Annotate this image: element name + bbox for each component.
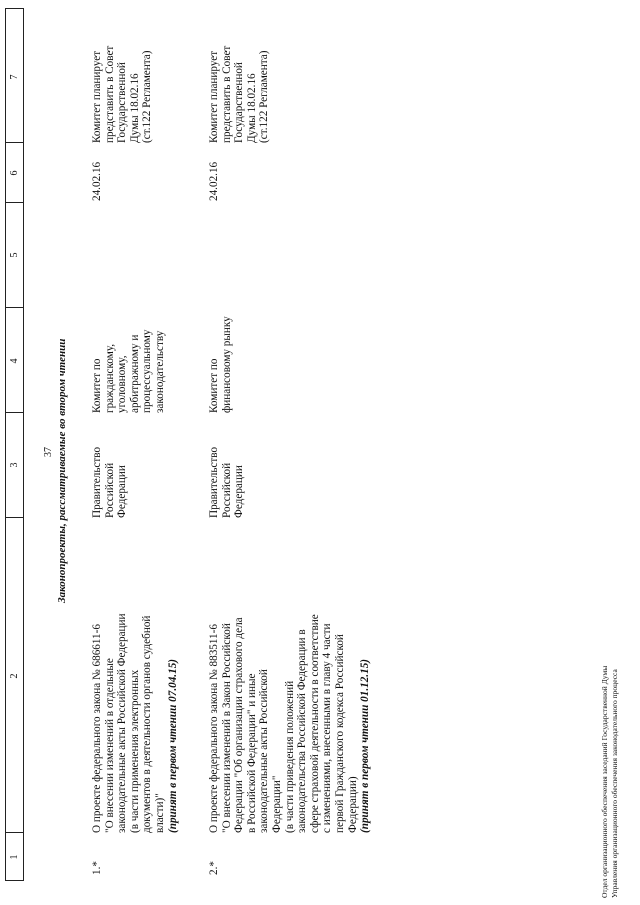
bill-line: О проекте федерального закона № 686611-6 [91, 624, 103, 833]
header-divider [5, 8, 24, 9]
header-divider [5, 307, 24, 308]
bill-line: с изменениями, внесенными в главу 4 части [321, 623, 334, 833]
page-number: 37 [43, 447, 54, 457]
header-divider [5, 142, 24, 143]
note-line: Думы 18.02.16 [245, 73, 258, 143]
responsible-committee [91, 330, 167, 413]
note-line: Комитет планирует [91, 50, 103, 143]
row-number: 1.* [91, 861, 103, 875]
bill-description [208, 614, 372, 833]
column-header-1: 1 [9, 854, 20, 860]
note-line: Комитет планирует [208, 50, 220, 143]
initiator-line: Федерации [116, 465, 129, 518]
bill-line: "О внесении изменений в Закон Российской [220, 623, 233, 833]
initiator-line: Российской [103, 462, 116, 518]
note-line: Думы 18.02.16 [128, 73, 141, 143]
note-line: (ст.122 Регламента) [141, 50, 154, 143]
note-line: Государственной [233, 62, 246, 143]
initiator [91, 447, 129, 518]
footer-directorate: Управления организационного обеспечения законодательного процесса [610, 669, 619, 898]
committee-line: законодательству [153, 330, 166, 413]
note [208, 46, 271, 143]
committee-line: гражданскому, [103, 343, 116, 413]
bill-line: власти)" [153, 793, 166, 833]
bill-line: О проекте федерального закона № 883511-6 [208, 624, 220, 833]
bill-description [91, 614, 179, 834]
bill-line: сфере страховой деятельности в соответствие [308, 614, 321, 833]
header-divider [5, 412, 24, 413]
committee-line: процессуальному [141, 329, 154, 413]
bill-line: Федерации) [346, 776, 359, 833]
note-line: (ст.122 Регламента) [258, 50, 271, 143]
column-header-2: 2 [9, 673, 20, 679]
committee-line: Комитет по [91, 358, 103, 413]
bill-line: (в части применения электронных [128, 669, 141, 833]
initiator-line: Российской [220, 462, 233, 518]
bill-line: первой Гражданского кодекса Российской [333, 634, 346, 833]
bill-line: Федерации" [270, 775, 283, 833]
committee-line: финансовому рынку [220, 316, 233, 413]
bill-line: законодательства Российской Федерации в [296, 629, 309, 833]
bill-line: документов в деятельности органов судебной [141, 615, 154, 833]
initiator-line: Правительство [208, 446, 220, 518]
note-line: представить в Совет [103, 45, 116, 143]
initiator [208, 447, 246, 518]
bill-line: в Российской Федерации" и иные [245, 673, 258, 833]
header-bottom-border [23, 8, 24, 881]
bill-line: "О внесении изменений в отдельные [103, 658, 116, 833]
committee-line: арбитражному и [128, 334, 141, 413]
column-header-5: 5 [9, 252, 20, 258]
rotated-page [3, 3, 633, 903]
header-divider [5, 832, 24, 833]
responsible-committee [208, 316, 233, 413]
header-divider [5, 517, 24, 518]
bill-line: (в части приведения положений [283, 680, 296, 833]
column-header-4: 4 [9, 358, 20, 364]
first-reading-status: (принят в первом чтении 01.12.15) [359, 658, 372, 833]
bill-line: Федерации "Об организации страхового дела [233, 617, 246, 833]
date: 24.02.16 [208, 161, 220, 201]
footer-department: Отдел организационного обеспечения заседаний Государственной Думы [600, 665, 609, 898]
note-line: представить в Совет [220, 45, 233, 143]
date: 24.02.16 [91, 161, 103, 201]
column-header-7: 7 [9, 74, 20, 80]
bill-line: законодательные акты Российской Федерации [116, 613, 129, 833]
column-header-3: 3 [9, 462, 20, 468]
header-top-border [5, 8, 6, 881]
initiator-line: Федерации [233, 465, 246, 518]
row-number: 2.* [208, 861, 220, 875]
column-header-6: 6 [9, 170, 20, 176]
committee-line: Комитет по [208, 358, 220, 413]
note [91, 46, 154, 143]
note-line: Государственной [116, 62, 129, 143]
header-divider [5, 880, 24, 881]
bill-line: законодательные акты Российской [258, 669, 271, 833]
header-divider [5, 202, 24, 203]
committee-line: уголовному, [116, 355, 129, 413]
section-title: Законопроекты, рассматриваемые во втором чтении [56, 338, 68, 603]
initiator-line: Правительство [91, 446, 103, 518]
first-reading-status: (принят в первом чтении 07.04.15) [166, 658, 179, 833]
